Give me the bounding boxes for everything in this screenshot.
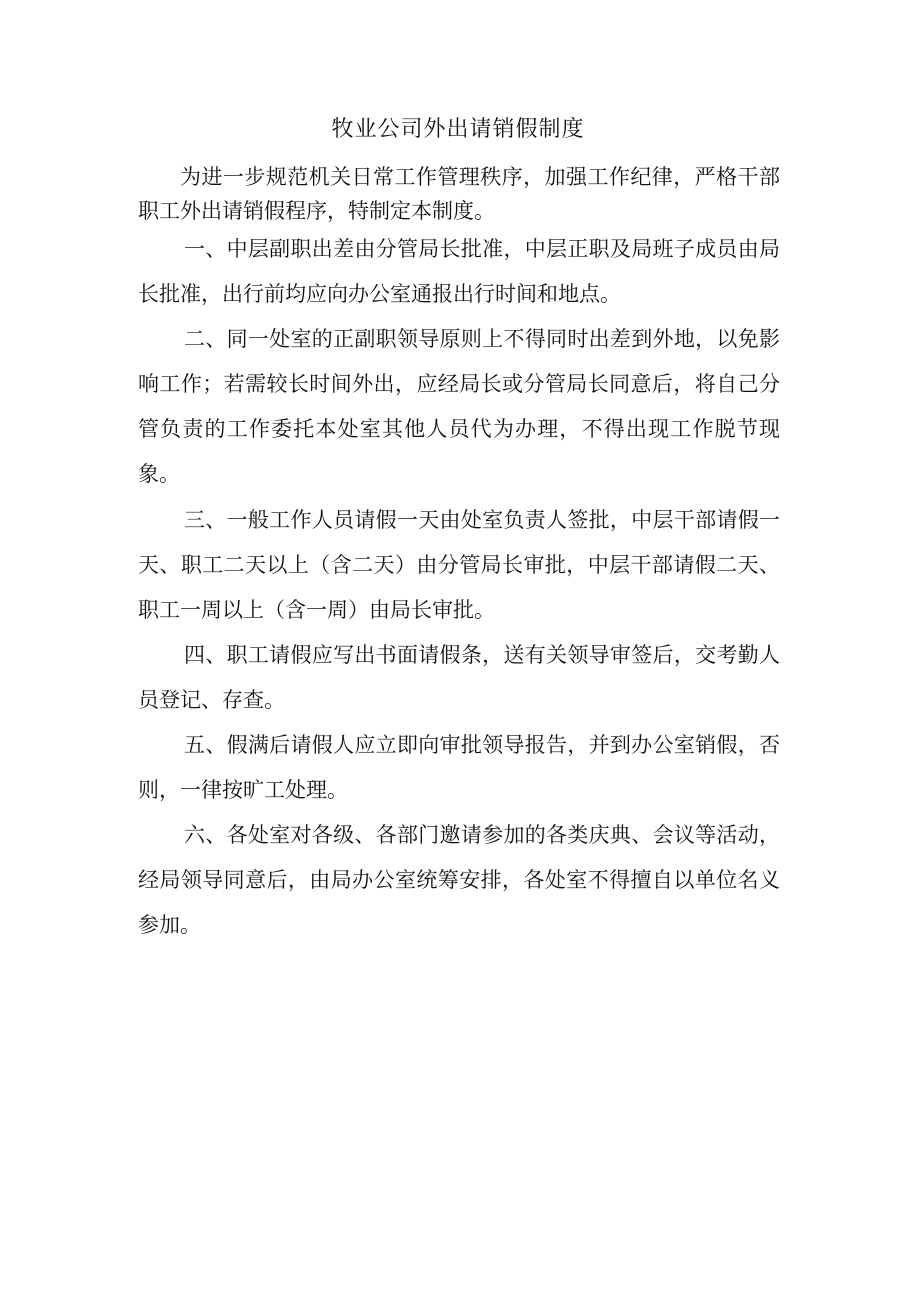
- rule-paragraph-2: 二、同一处室的正副职领导原则上不得同时出差到外地，以免影响工作；若需较长时间外出，应经局长或分管局长同意后，将自己分管负责的工作委托本处室其他人员代为办理，不得出现工作脱节现象。: [138, 327, 780, 486]
- rule-paragraph-5: 五、假满后请假人应立即向审批领导报告，并到办公室销假，否则，一律按旷工处理。: [138, 733, 780, 802]
- rule-paragraph-3: 三、一般工作人员请假一天由处室负责人签批，中层干部请假一天、职工二天以上（含二天）由分管局长审批，中层干部请假二天、职工一周以上（含一周）由局长审批。: [138, 508, 780, 622]
- rule-paragraph-1: 一、中层副职出差由分管局长批准，中层正职及局班子成员由局长批准，出行前均应向办公室通报出行时间和地点。: [138, 237, 780, 306]
- rule-paragraph-4: 四、职工请假应写出书面请假条，送有关领导审签后，交考勤人员登记、存查。: [138, 643, 780, 712]
- intro-paragraph: 为进一步规范机关日常工作管理秩序，加强工作纪律，严格干部职工外出请销假程序，特制定本制度。: [138, 165, 780, 223]
- rule-paragraph-6: 六、各处室对各级、各部门邀请参加的各类庆典、会议等活动，经局领导同意后，由局办公室统筹安排，各处室不得擅自以单位名义参加。: [138, 823, 780, 937]
- document-title: 牧业公司外出请销假制度: [331, 117, 585, 142]
